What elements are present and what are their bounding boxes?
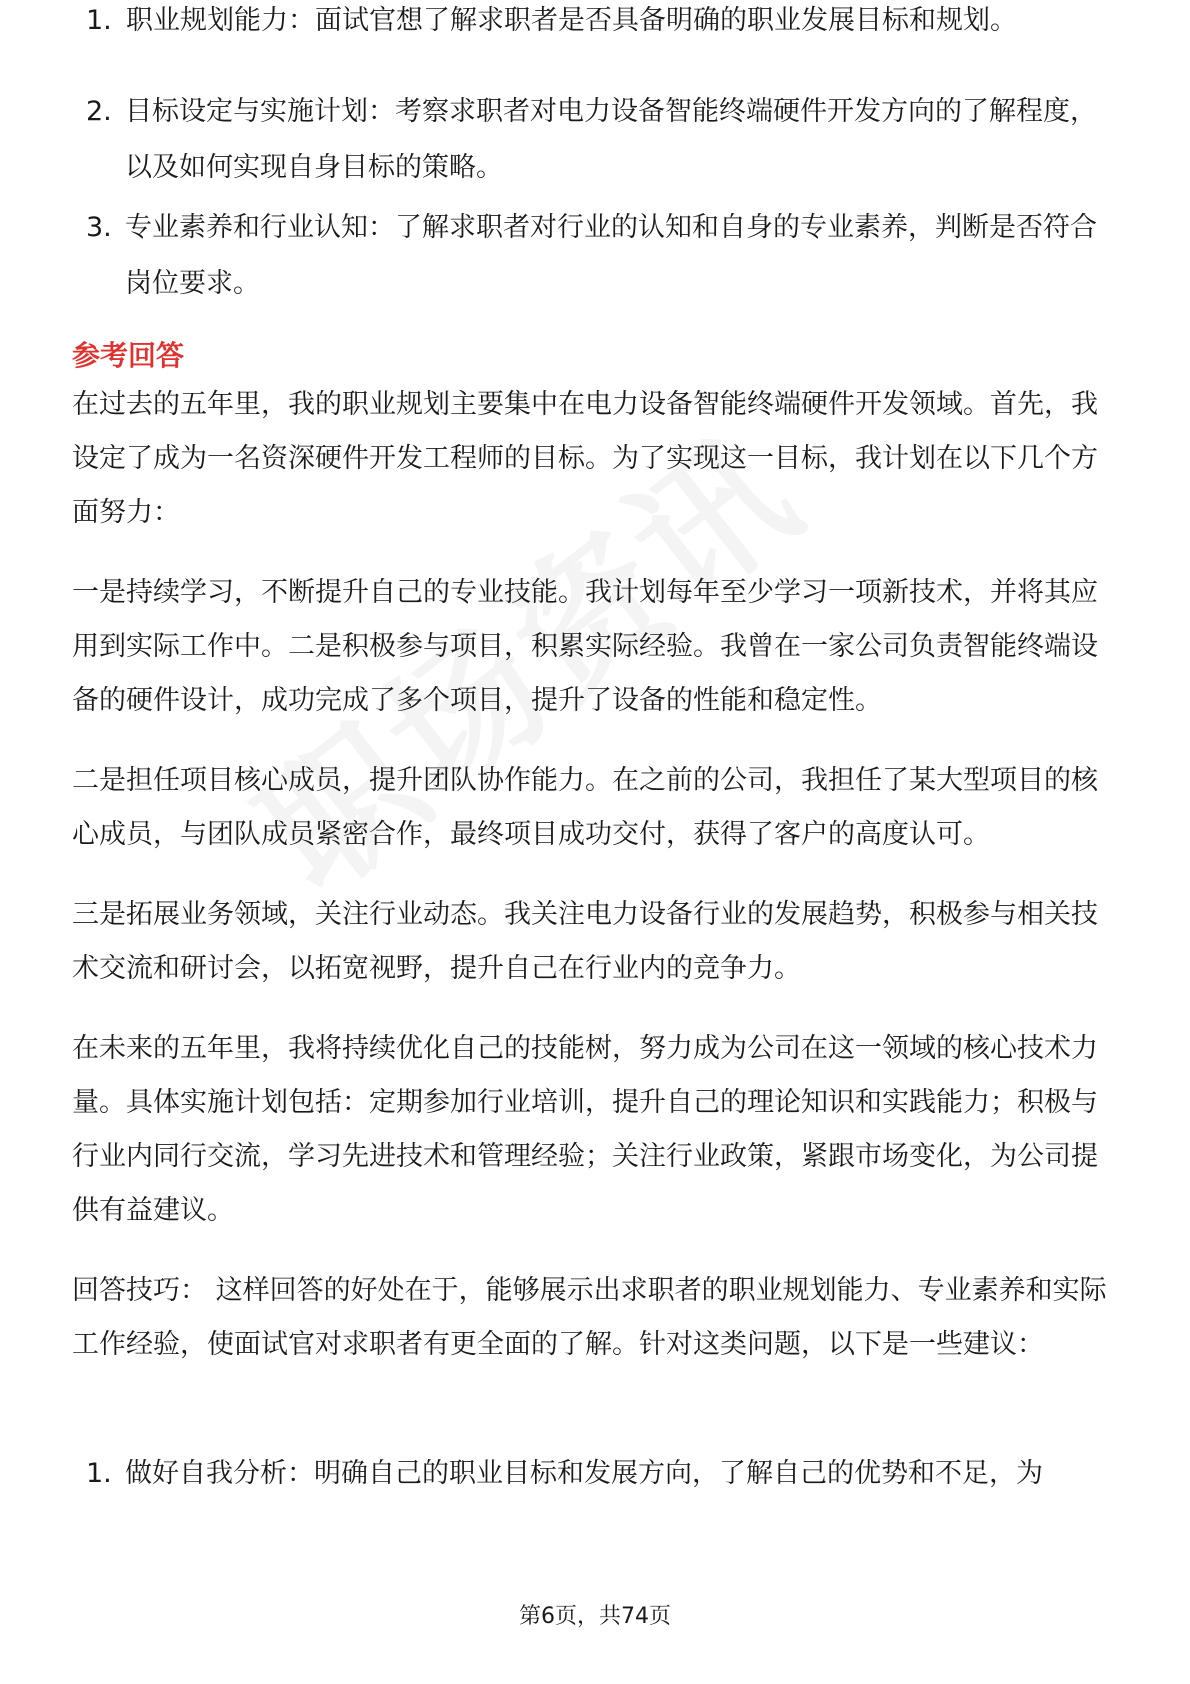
list-item-number: 1. [86,5,112,36]
paragraph: 二是担任项目核心成员，提升团队协作能力。在之前的公司，我担任了某大型项目的核心成员，与团队成员紧密合作，最终项目成功交付，获得了客户的高度认可。 [72,765,1098,850]
page-number: 第6页，共74页 [519,1604,671,1629]
list-item [72,200,1122,312]
cut-off-list-item [72,0,1017,36]
list-item [72,84,1122,196]
paragraph: 在未来的五年里，我将持续优化自己的技能树，努力成为公司在这一领域的核心技术力量。具体实施计划包括：定期参加行业培训，提升自己的理论知识和实践能力；积极与行业内同行交流，学习先进技术和管理经验；关注行业政策，紧跟市场变化，为公司提供有益建议。 [72,1033,1098,1226]
paragraph: 一是持续学习，不断提升自己的专业技能。我计划每年至少学习一项新技术，并将其应用到实际工作中。二是积极参与项目，积累实际经验。我曾在一家公司负责智能终端设备的硬件设计，成功完成了多个项目，提升了设备的性能和稳定性。 [72,577,1098,716]
tips-list [72,1446,1122,1506]
list-item-text: 做好自我分析：明确自己的职业目标和发展方向，了解自己的优势和不足，为 [125,1458,1043,1489]
paragraph: 三是拓展业务领域，关注行业动态。我关注电力设备行业的发展趋势，积极参与相关技术交流和研讨会，以拓宽视野，提升自己在行业内的竞争力。 [72,899,1098,984]
list-item-text: 专业素养和行业认知：了解求职者对行业的认知和自身的专业素养，判断是否符合岗位要求。 [125,212,1097,299]
section-title: 参考回答 [72,339,185,372]
criteria-list [72,84,1122,316]
list-item-number: 1. [86,1458,112,1489]
list-item-text: 目标设定与实施计划：考察求职者对电力设备智能终端硬件开发方向的了解程度，以及如何实现自身目标的策略。 [125,96,1097,183]
list-item-text: 职业规划能力：面试官想了解求职者是否具备明确的职业发展目标和规划。 [126,5,1017,36]
paragraph: 在过去的五年里，我的职业规划主要集中在电力设备智能终端硬件开发领域。首先，我设定了成为一名资深硬件开发工程师的目标。为了实现这一目标，我计划在以下几个方面努力： [72,389,1098,528]
list-item [72,1446,1122,1502]
list-item-number: 3. [86,212,112,243]
list-item-number: 2. [86,96,112,127]
paragraph: 回答技巧： 这样回答的好处在于，能够展示出求职者的职业规划能力、专业素养和实际工作经验，使面试官对求职者有更全面的了解。针对这类问题，以下是一些建议： [72,1275,1107,1360]
